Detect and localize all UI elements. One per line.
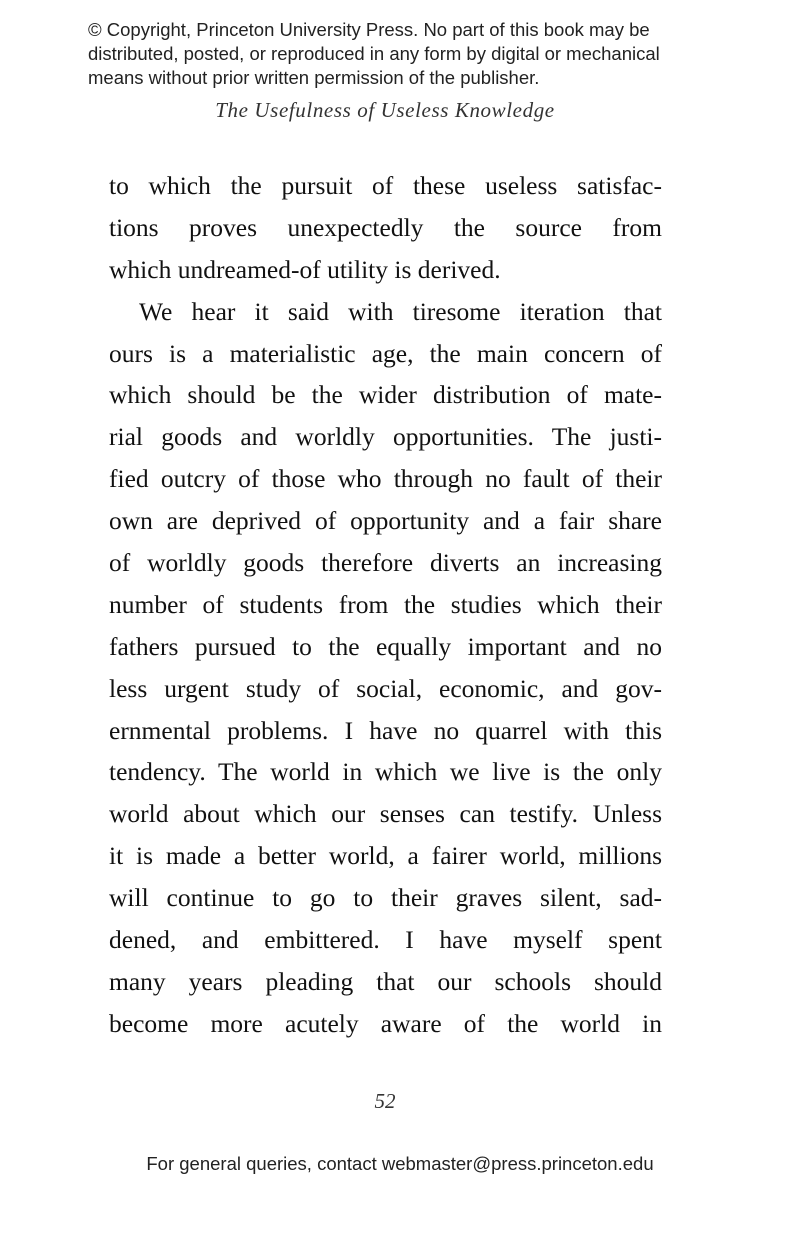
text-line: We hear it said with tiresome iteration that bbox=[139, 296, 662, 326]
text-line: own are deprived of opportunity and a fair share bbox=[109, 506, 662, 536]
text-line: many years pleading that our schools should bbox=[109, 966, 662, 996]
copyright-line: © Copyright, Princeton University Press. No part of this book may be bbox=[88, 19, 650, 40]
text-line: it is made a better world, a fairer world, millions bbox=[109, 841, 662, 871]
text-line: less urgent study of social, economic, and gov- bbox=[109, 673, 662, 703]
text-line: which should be the wider distribution of mate- bbox=[109, 380, 662, 410]
text-line: number of students from the studies which their bbox=[109, 589, 662, 619]
text-line: world about which our senses can testify. Unless bbox=[109, 799, 662, 829]
body-text bbox=[109, 165, 662, 1045]
text-line: dened, and embittered. I have myself spent bbox=[109, 925, 662, 955]
text-line: will continue to go to their graves silent, sad- bbox=[109, 883, 662, 913]
text-line: tendency. The world in which we live is the only bbox=[109, 757, 662, 787]
running-head: The Usefulness of Useless Knowledge bbox=[215, 98, 555, 122]
page-number: 52 bbox=[374, 1089, 396, 1113]
text-line: which undreamed-of utility is derived. bbox=[109, 254, 501, 284]
text-line: tions proves unexpectedly the source from bbox=[109, 212, 662, 242]
text-line: become more acutely aware of the world in bbox=[109, 1008, 662, 1038]
text-line: of worldly goods therefore diverts an increasing bbox=[109, 548, 662, 578]
footer-contact: For general queries, contact webmaster@press.princeton.edu bbox=[146, 1153, 654, 1174]
copyright-line: means without prior written permission of the publisher. bbox=[88, 67, 540, 88]
text-line: to which the pursuit of these useless satisfac- bbox=[109, 171, 662, 200]
text-line: rial goods and worldly opportunities. The justi- bbox=[109, 422, 662, 452]
copyright-notice bbox=[88, 18, 728, 90]
text-line: fathers pursued to the equally important and no bbox=[109, 631, 662, 661]
text-line: ours is a materialistic age, the main concern of bbox=[109, 338, 662, 368]
copyright-line: distributed, posted, or reproduced in any form by digital or mechanical bbox=[88, 43, 660, 64]
text-line: fied outcry of those who through no fault of their bbox=[109, 464, 662, 494]
text-line: ernmental problems. I have no quarrel with this bbox=[109, 715, 662, 745]
